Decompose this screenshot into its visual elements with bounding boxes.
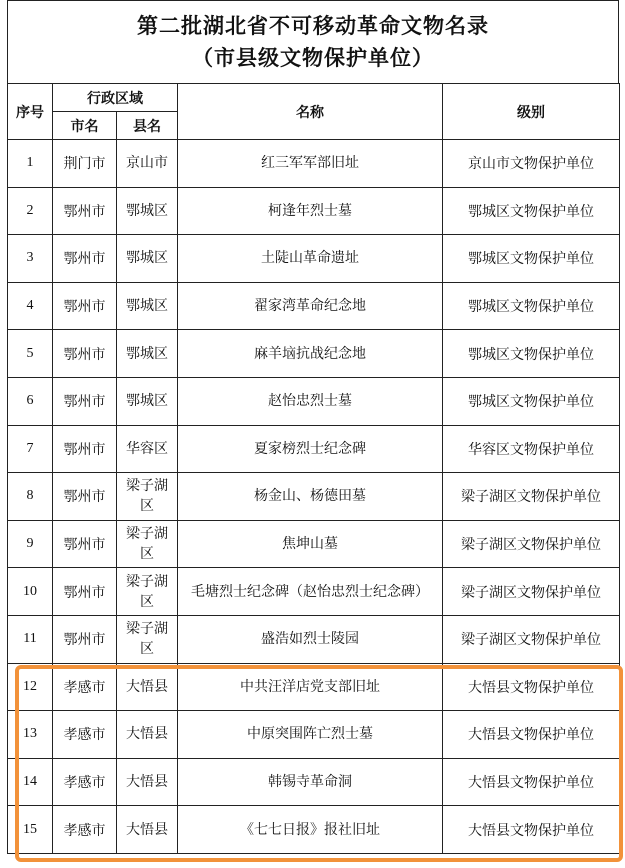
row-city: 鄂州市	[53, 330, 117, 378]
title-line-2: （市县级文物保护单位）	[192, 46, 434, 70]
row-level: 大悟县文物保护单位	[443, 663, 620, 711]
row-city: 鄂州市	[53, 282, 117, 330]
table-row	[8, 758, 620, 806]
row-number: 9	[8, 520, 53, 568]
row-county: 鄂城区	[117, 377, 178, 425]
row-city: 鄂州市	[53, 520, 117, 568]
table-row	[8, 806, 620, 854]
row-level: 大悟县文物保护单位	[443, 806, 620, 854]
row-number: 1	[8, 140, 53, 188]
table-row	[8, 330, 620, 378]
row-name: 韩锡寺革命洞	[178, 758, 443, 806]
row-county: 大悟县	[117, 806, 178, 854]
row-level: 梁子湖区文物保护单位	[443, 568, 620, 616]
table-row	[8, 711, 620, 759]
row-city: 鄂州市	[53, 425, 117, 473]
row-number: 3	[8, 235, 53, 283]
row-city: 孝感市	[53, 663, 117, 711]
row-city: 鄂州市	[53, 615, 117, 663]
row-county: 大悟县	[117, 758, 178, 806]
row-number: 5	[8, 330, 53, 378]
row-county: 梁子湖区	[117, 615, 178, 663]
row-level: 鄂城区文物保护单位	[443, 282, 620, 330]
table-row	[8, 568, 620, 616]
table-row	[8, 520, 620, 568]
row-name: 土陡山革命遗址	[178, 235, 443, 283]
table-row	[8, 473, 620, 521]
row-name: 麻羊垴抗战纪念地	[178, 330, 443, 378]
row-city: 孝感市	[53, 711, 117, 759]
row-number: 8	[8, 473, 53, 521]
row-number: 14	[8, 758, 53, 806]
row-name: 夏家榜烈士纪念碑	[178, 425, 443, 473]
row-level: 梁子湖区文物保护单位	[443, 520, 620, 568]
row-name: 赵怡忠烈士墓	[178, 377, 443, 425]
table-row	[8, 140, 620, 188]
row-name: 《七七日报》报社旧址	[178, 806, 443, 854]
row-number: 12	[8, 663, 53, 711]
row-city: 鄂州市	[53, 187, 117, 235]
row-city: 鄂州市	[53, 235, 117, 283]
row-level: 大悟县文物保护单位	[443, 758, 620, 806]
row-number: 11	[8, 615, 53, 663]
row-number: 6	[8, 377, 53, 425]
table-row	[8, 377, 620, 425]
row-level: 大悟县文物保护单位	[443, 711, 620, 759]
row-name: 焦坤山墓	[178, 520, 443, 568]
row-level: 华容区文物保护单位	[443, 425, 620, 473]
row-county: 京山市	[117, 140, 178, 188]
row-level: 鄂城区文物保护单位	[443, 330, 620, 378]
table-row	[8, 235, 620, 283]
row-level: 梁子湖区文物保护单位	[443, 473, 620, 521]
title-line-1: 第二批湖北省不可移动革命文物名录	[137, 14, 489, 38]
row-name: 中原突围阵亡烈士墓	[178, 711, 443, 759]
table-row	[8, 663, 620, 711]
table-body	[8, 140, 620, 854]
row-name: 杨金山、杨德田墓	[178, 473, 443, 521]
header-level: 级别	[443, 84, 620, 140]
row-city: 孝感市	[53, 806, 117, 854]
row-number: 13	[8, 711, 53, 759]
row-name: 翟家湾革命纪念地	[178, 282, 443, 330]
row-city: 鄂州市	[53, 473, 117, 521]
row-number: 15	[8, 806, 53, 854]
row-level: 京山市文物保护单位	[443, 140, 620, 188]
document-page	[7, 0, 619, 854]
row-county: 华容区	[117, 425, 178, 473]
row-number: 10	[8, 568, 53, 616]
row-county: 鄂城区	[117, 282, 178, 330]
row-level: 鄂城区文物保护单位	[443, 377, 620, 425]
header-county: 县名	[117, 112, 178, 140]
table-row	[8, 425, 620, 473]
row-name: 红三军军部旧址	[178, 140, 443, 188]
row-name: 毛塘烈士纪念碑（赵怡忠烈士纪念碑）	[178, 568, 443, 616]
row-level: 鄂城区文物保护单位	[443, 187, 620, 235]
row-county: 鄂城区	[117, 330, 178, 378]
row-number: 2	[8, 187, 53, 235]
row-county: 梁子湖区	[117, 520, 178, 568]
table-row	[8, 282, 620, 330]
header-region: 行政区域	[53, 84, 178, 112]
row-city: 荆门市	[53, 140, 117, 188]
header-name: 名称	[178, 84, 443, 140]
row-county: 梁子湖区	[117, 568, 178, 616]
row-name: 柯逢年烈士墓	[178, 187, 443, 235]
table-row	[8, 615, 620, 663]
row-county: 鄂城区	[117, 235, 178, 283]
row-county: 梁子湖区	[117, 473, 178, 521]
row-city: 孝感市	[53, 758, 117, 806]
title-block	[7, 0, 619, 83]
row-number: 7	[8, 425, 53, 473]
header-seq: 序号	[8, 84, 53, 140]
row-name: 盛浩如烈士陵园	[178, 615, 443, 663]
relic-table	[7, 83, 620, 854]
row-county: 大悟县	[117, 711, 178, 759]
row-level: 鄂城区文物保护单位	[443, 235, 620, 283]
header-city: 市名	[53, 112, 117, 140]
row-county: 大悟县	[117, 663, 178, 711]
row-city: 鄂州市	[53, 377, 117, 425]
row-city: 鄂州市	[53, 568, 117, 616]
row-level: 梁子湖区文物保护单位	[443, 615, 620, 663]
row-number: 4	[8, 282, 53, 330]
row-name: 中共汪洋店党支部旧址	[178, 663, 443, 711]
table-row	[8, 187, 620, 235]
row-county: 鄂城区	[117, 187, 178, 235]
